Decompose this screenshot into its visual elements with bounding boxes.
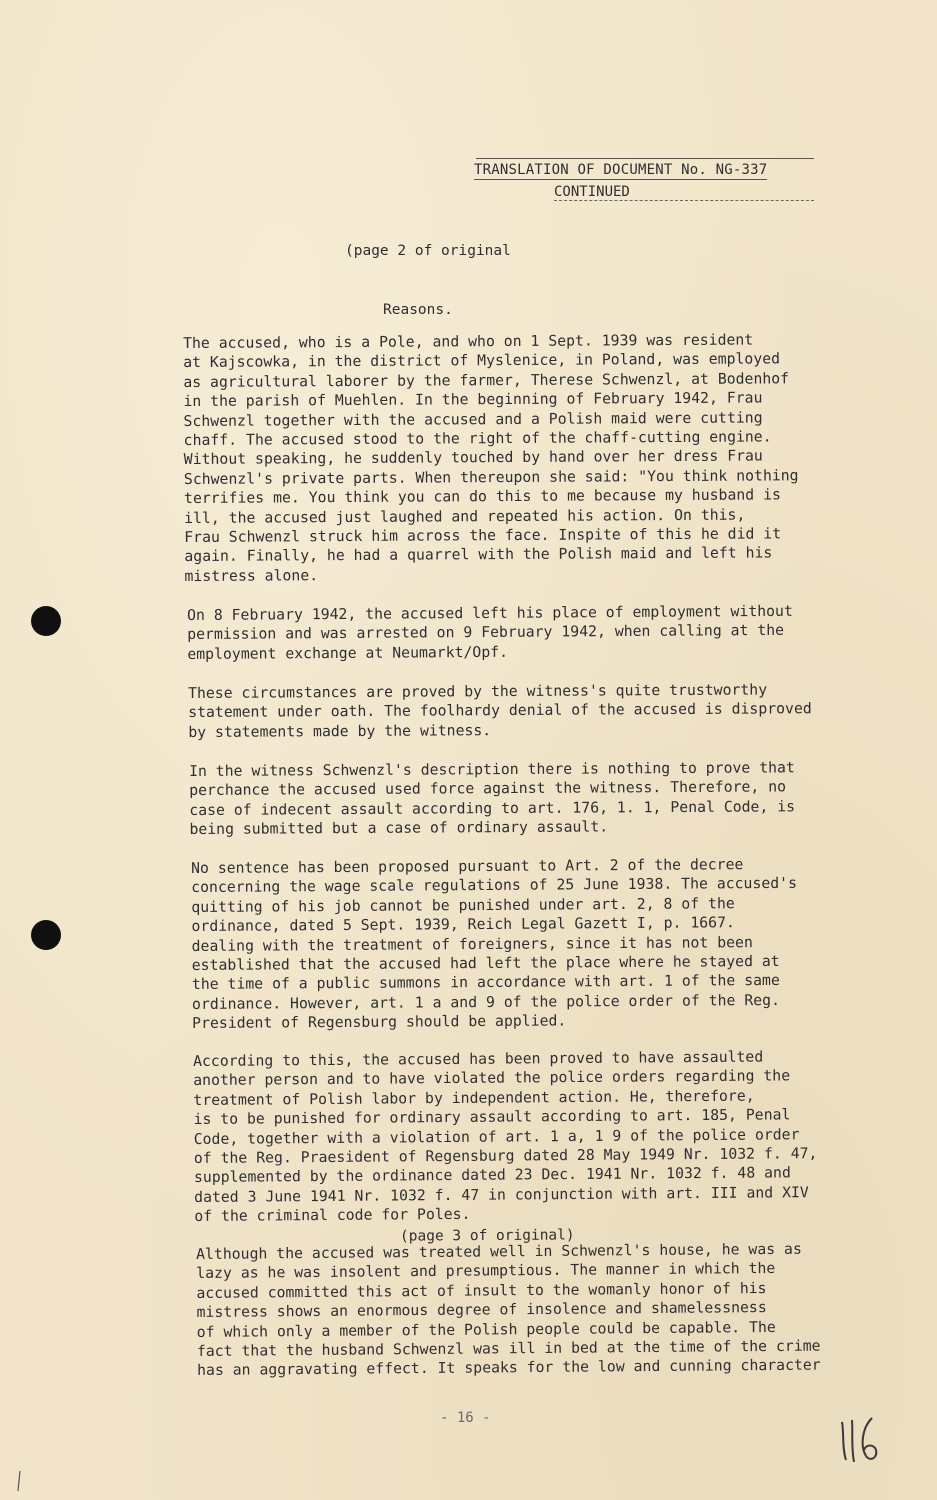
paragraph-2 bbox=[187, 602, 793, 664]
text-line: On 8 February 1942, the accused left his place of employment without bbox=[187, 602, 793, 624]
section-heading: Reasons. bbox=[383, 302, 453, 318]
paragraph-4 bbox=[189, 758, 795, 839]
text-line: chaff. The accused stood to the right of the chaff-cutting engine. bbox=[183, 428, 772, 450]
text-line: President of Regensburg should be applied. bbox=[192, 1012, 567, 1033]
text-line: concerning the wage scale regulations of 25 June 1938. The accused's bbox=[191, 875, 798, 897]
text-line: the time of a public summons in accordance with art. 1 of the same bbox=[191, 972, 780, 994]
text-line: In the witness Schwenzl's description there is nothing to prove that bbox=[189, 759, 795, 780]
paragraph-5 bbox=[191, 855, 798, 1034]
text-line: treatment of Polish labor by independent action. He, therefore, bbox=[193, 1087, 755, 1109]
punch-hole bbox=[31, 920, 61, 950]
text-line: permission and was arrested on 9 February 1942, when calling at the bbox=[187, 622, 785, 644]
text-line: Schwenzl together with the accused and a Polish maid were cutting bbox=[183, 409, 763, 430]
text-line: at Kajscowka, in the district of Myslenice, in Poland, was employed bbox=[183, 350, 781, 372]
text-line: ordinance. However, art. 1 a and 9 of the police order of the Reg. bbox=[191, 991, 781, 1013]
text-line: as agricultural laborer by the farmer, Therese Schwenzl, at Bodenhof bbox=[183, 370, 790, 391]
text-line: ill, the accused just laughed and repeated his action. On this, bbox=[184, 506, 746, 527]
text-line: dealing with the treatment of foreigners, since it has not been bbox=[191, 933, 753, 955]
header-rule bbox=[476, 158, 814, 159]
text-line: of which only a member of the Polish people could be capable. The bbox=[196, 1318, 776, 1341]
text-line: supplemented by the ordinance dated 23 Dec. 1941 Nr. 1032 f. 48 and bbox=[193, 1164, 791, 1187]
paragraph-7 bbox=[196, 1240, 821, 1381]
text-line: accused committed this act of insult to the womanly honor of his bbox=[196, 1279, 767, 1302]
text-line: lazy as he was insolent and presumptious. The manner in which the bbox=[196, 1260, 776, 1283]
text-line: of the criminal code for Poles. bbox=[194, 1206, 471, 1226]
text-line: According to this, the accused has been proved to have assaulted bbox=[193, 1048, 764, 1070]
text-line: established that the accused had left the place where he stayed at bbox=[191, 952, 780, 975]
handwritten-mark bbox=[836, 1412, 886, 1466]
text-line: Frau Schwenzl struck him across the face. Inspite of this he did it bbox=[184, 525, 782, 547]
text-line: dated 3 June 1941 Nr. 1032 f. 47 in conjunction with art. III and XIV bbox=[194, 1184, 809, 1206]
text-line: has an aggravating effect. It speaks for the low and cunning character bbox=[197, 1356, 821, 1380]
text-line: statement under oath. The foolhardy denial of the accused is disproved bbox=[188, 700, 812, 722]
text-line: in the parish of Muehlen. In the beginning of February 1942, Frau bbox=[183, 389, 763, 411]
paragraph-1 bbox=[183, 330, 799, 586]
document-header bbox=[474, 158, 814, 201]
text-line: quitting of his job cannot be punished under art. 2, 8 of the bbox=[191, 895, 735, 916]
page-number: - 16 - bbox=[440, 1410, 491, 1426]
header-title: TRANSLATION OF DOCUMENT No. NG-337 bbox=[474, 162, 768, 178]
text-line: by statements made by the witness. bbox=[188, 721, 492, 741]
text-line: employment exchange at Neumarkt/Opf. bbox=[187, 643, 509, 663]
text-line: fact that the husband Schwenzl was ill in bed at the time of the crime bbox=[196, 1337, 821, 1361]
text-line: terrifies me. You think you can do this to me because my husband is bbox=[183, 486, 781, 508]
text-line: another person and to have violated the police orders regarding the bbox=[193, 1067, 791, 1090]
text-line: perchance the accused used force against the witness. Therefore, no bbox=[189, 778, 787, 800]
text-line: Schwenzl's private parts. When thereupon she said: "You think nothing bbox=[183, 467, 799, 488]
paragraph-3 bbox=[188, 680, 812, 742]
original-page-reference: (page 2 of original bbox=[345, 243, 511, 259]
text-line: The accused, who is a Pole, and who on 1 Sept. 1939 was resident bbox=[183, 331, 754, 352]
text-line: being submitted but a case of ordinary assault. bbox=[189, 818, 609, 839]
text-line: mistress alone. bbox=[184, 567, 319, 585]
text-line: Although the accused was treated well in Schwenzl's house, he was as bbox=[196, 1240, 802, 1263]
text-line: These circumstances are proved by the witness's quite trustworthy bbox=[188, 681, 768, 702]
text-line: ordinance, dated 5 Sept. 1939, Reich Legal Gazett I, p. 1667. bbox=[191, 914, 735, 936]
paragraph-6 bbox=[193, 1047, 818, 1227]
text-line: case of indecent assault according to art. 176, 1. 1, Penal Code, is bbox=[189, 798, 796, 819]
original-page-reference-3: (page 3 of original) bbox=[399, 1227, 575, 1245]
text-line: is to be punished for ordinary assault according to art. 185, Penal bbox=[193, 1106, 791, 1129]
text-line: again. Finally, he had a quarrel with the Polish maid and left his bbox=[184, 544, 773, 566]
margin-tick bbox=[16, 1470, 22, 1492]
header-continued: CONTINUED bbox=[554, 184, 814, 201]
text-line: mistress shows an enormous degree of insolence and shamelessness bbox=[196, 1299, 767, 1322]
punch-hole bbox=[31, 606, 61, 636]
text-line: Without speaking, he suddenly touched by hand over her dress Frau bbox=[183, 447, 763, 469]
text-line: Code, together with a violation of art. 1 a, 1 9 of the police order bbox=[193, 1125, 800, 1148]
text-line: of the Reg. Praesident of Regensburg dated 28 May 1949 Nr. 1032 f. 47, bbox=[193, 1145, 818, 1168]
text-line: No sentence has been proposed pursuant to Art. 2 of the decree bbox=[191, 856, 744, 877]
